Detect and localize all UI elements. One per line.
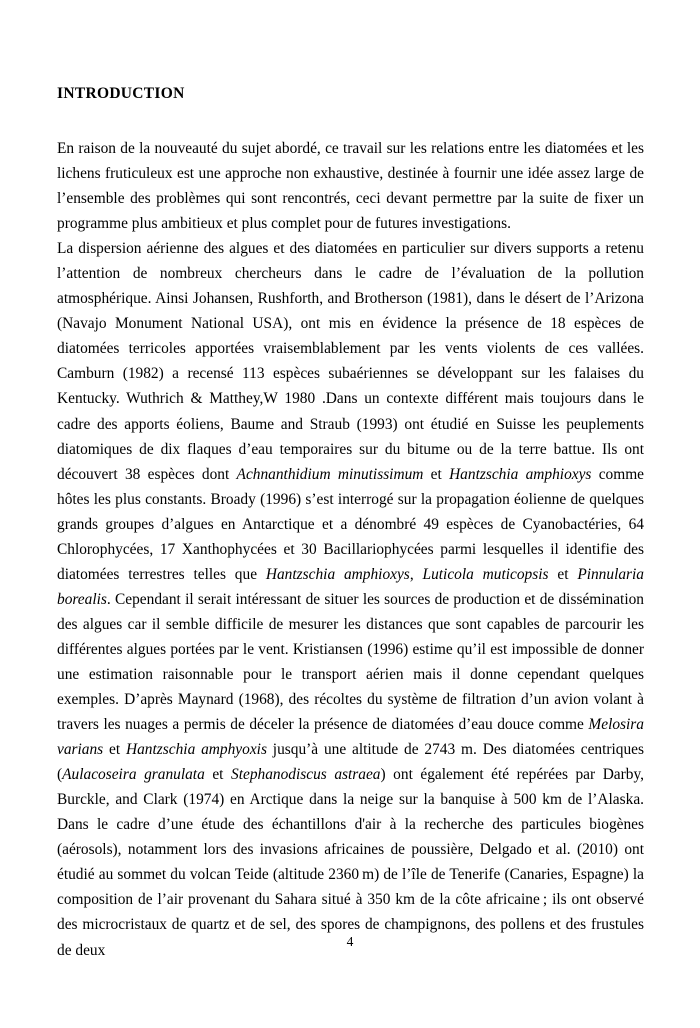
- text-run: ) ont également été repérées par Darby, Burckle, and Clark (1974) en Arctique dans la neige sur la banquise à 500 km de l’Alaska. Dans le cadre d’une étude des échantillons d'air à la recherche des particules biogènes (aérosols), notamment lors des invasions africaines de poussière, Delgado et al. (2010) ont étudié au sommet du volcan Teide (altitude 2360 m) de l’île de Tenerife (Canaries, Espagne) la composition de l’air provenant du Sahara situé à 350 km de la côte africaine ; ils ont observé des microcristaux de quartz et de sel, des spores de champignons, des pollens et des frustules de deux: [57, 766, 645, 959]
- text-run: et: [423, 465, 450, 483]
- page-content: [57, 84, 644, 963]
- text-run: En raison de la nouveauté du sujet abordé, ce travail sur les relations entre les diatomées et les lichens fruticuleux est une approche non exhaustive, destinée à fournir une idée assez large de l’ensemble des problèmes qui sont rencontrés, ceci devant permettre par la suite de fixer un programme plus ambitieux et plus complet pour de futures investigations.: [57, 140, 644, 233]
- species-name: Stephanodiscus astraea: [231, 766, 381, 784]
- text-run: et: [204, 766, 232, 784]
- species-name: Aulacoseira granulata: [62, 766, 205, 784]
- page-title: INTRODUCTION: [57, 85, 185, 102]
- body-text: [57, 136, 644, 963]
- species-name: Hantzschia amphyoxis: [126, 741, 267, 759]
- species-name: Hantzschia amphioxys: [449, 465, 592, 483]
- page-number: 4: [346, 934, 354, 949]
- paragraph: [57, 136, 644, 236]
- text-run: ,: [409, 565, 423, 583]
- text-run: jusqu’à une altitude de 2743 m. Des diatomées centriques (: [57, 741, 644, 784]
- text-run: et: [548, 565, 578, 583]
- text-run: comme hôtes les plus constants. Broady (1996) s’est interrogé sur la propagation éolienne de quelques grands groupes d’algues en Antarctique et a dénombré 49 espèces de Cyanobactéries, 64 Chlorophycées, 17 Xanthophycées et 30 Bacillariophycées parmi lesquelles il identifie des diatomées terrestres telles que: [57, 465, 644, 583]
- species-name: Hantzschia amphioxys: [265, 565, 410, 583]
- heading-spacer: [57, 104, 644, 136]
- text-run: . Cependant il serait intéressant de situer les sources de production et de dissémination des algues car il semble difficile de mesurer les distances que sont capables de parcourir les différentes algues portées par le vent. Kristiansen (1996) estime qu’il est impossible de donner une estimation raisonnable pour le transport aérien mais il donne cependant quelques exemples. D’après Maynard (1968), des récoltes du système de filtration d’un avion volant à travers les nuages a permis de déceler la présence de diatomées d’eau douce comme: [57, 590, 644, 734]
- text-run: et: [103, 741, 126, 759]
- species-name: Achnanthidium minutissimum: [236, 465, 424, 483]
- species-name: Melosira varians: [57, 716, 644, 759]
- species-name: Luticola muticopsis: [422, 565, 549, 583]
- species-name: Pinnularia borealis: [57, 565, 645, 608]
- text-run: La dispersion aérienne des algues et des diatomées en particulier sur divers supports a retenu l’attention de nombreux chercheurs dans le cadre de l’évaluation de la pollution atmosphérique. Ainsi Johansen, Rushforth, and Brotherson (1981), dans le désert de l’Arizona (Navajo Monument National USA), ont mis en évidence la présence de 18 espèces de diatomées terricoles apportées vraisemblablement par les vents violents de ces vallées. Camburn (1982) a recensé 113 espèces subaériennes se développant sur les falaises du Kentucky. Wuthrich & Matthey,W 1980 .Dans un contexte différent mais toujours dans le cadre des apports éoliens, Baume and Straub (1993) ont étudié en Suisse les peuplements diatomiques de dix flaques d’eau temporaires sur du bitume ou de la terre battue. Ils ont découvert 38 espèces dont: [57, 240, 644, 483]
- paragraph: [57, 236, 644, 962]
